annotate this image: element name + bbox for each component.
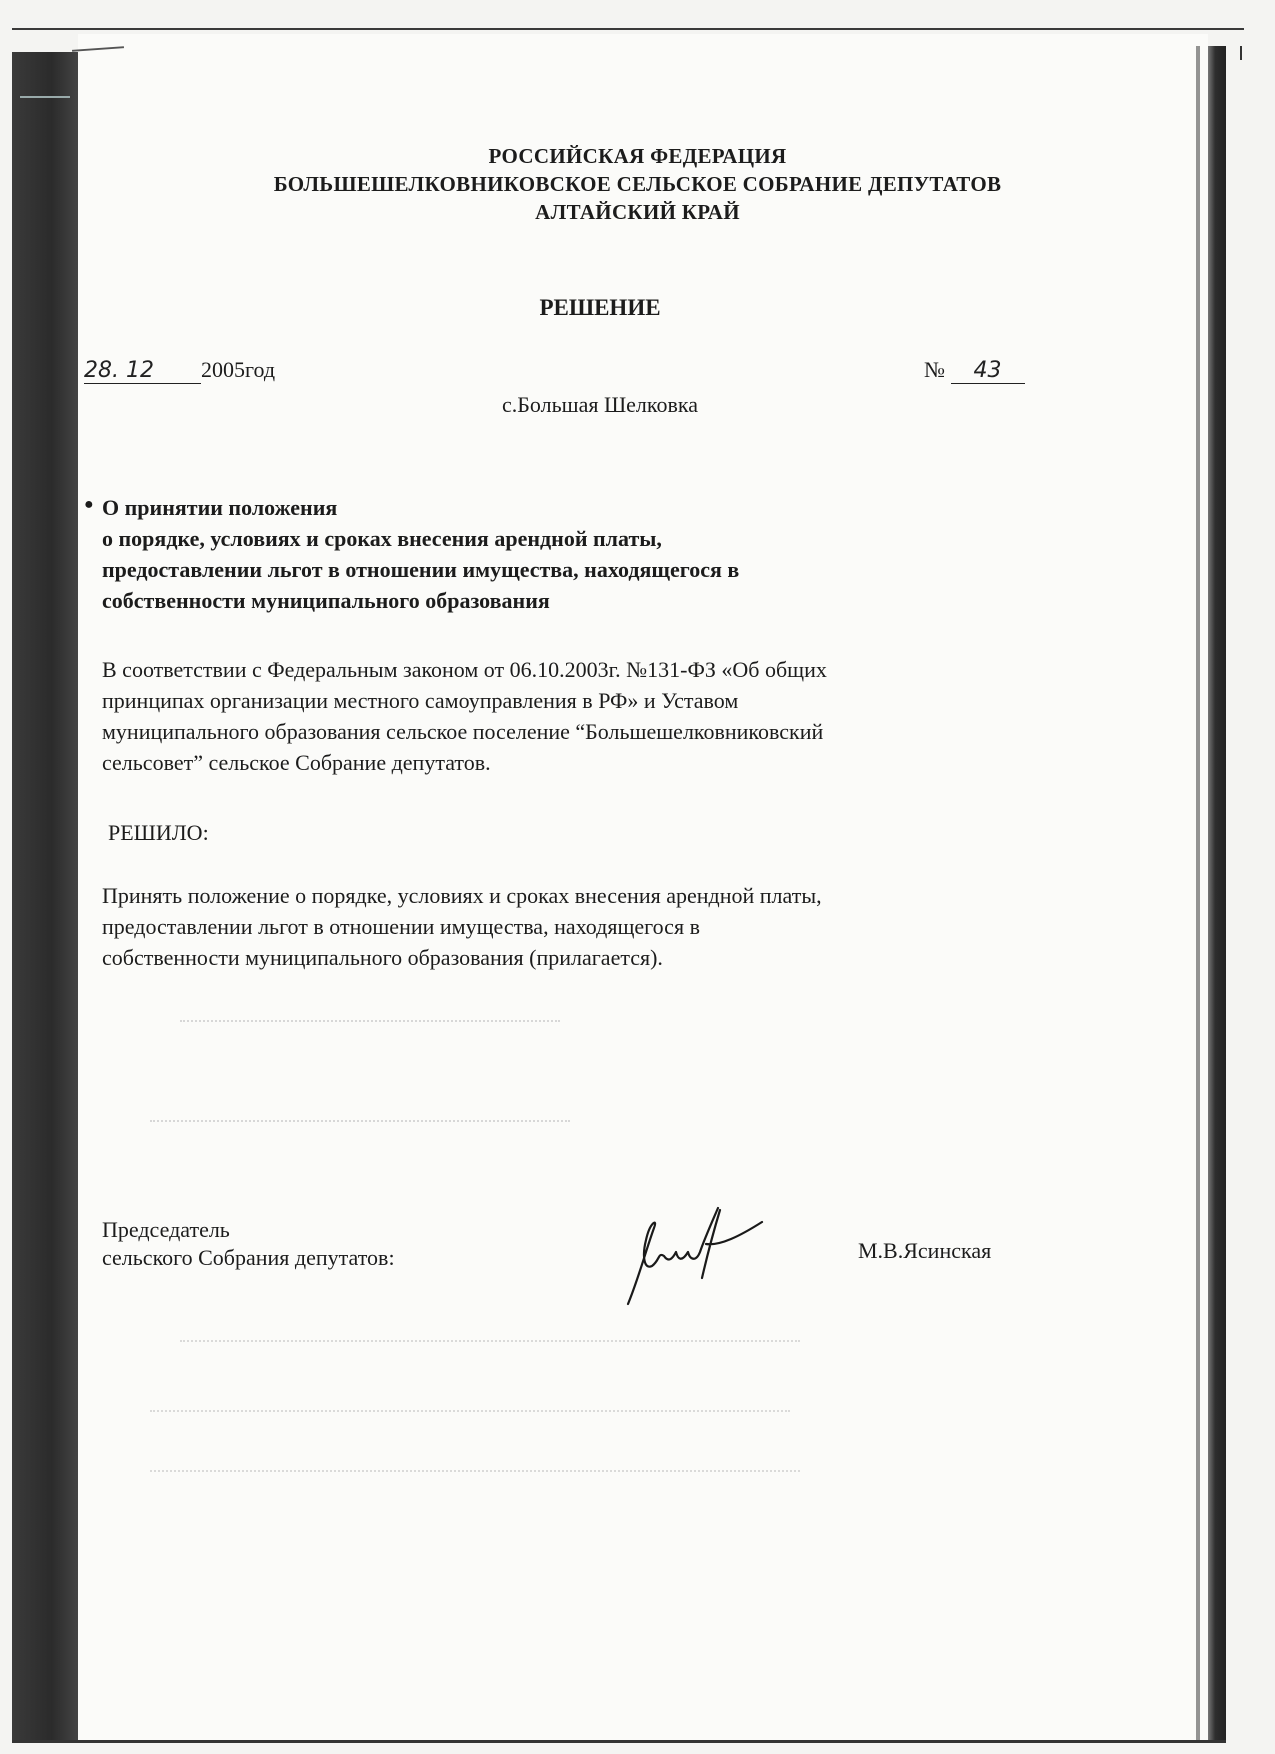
scan-mark-right — [1240, 46, 1242, 60]
document-date — [84, 357, 275, 384]
decision-line: предоставлении льгот в отношении имущества, находящегося в — [102, 914, 700, 939]
header-organization: БОЛЬШЕШЕЛКОВНИКОВСКОЕ СЕЛЬСКОЕ СОБРАНИЕ ДЕПУТАТОВ — [273, 172, 1002, 196]
signatory-name: М.В.Ясинская — [858, 1238, 992, 1263]
document-title: РЕШЕНИЕ — [539, 295, 661, 320]
show-through-mark — [180, 1330, 800, 1342]
preamble-line: муниципального образования сельское поселение “Большешелковниковский — [102, 719, 824, 744]
number-label: № — [924, 357, 945, 382]
decision-line: Принять положение о порядке, условиях и сроках внесения арендной платы, — [102, 883, 822, 908]
document-place: с.Большая Шелковка — [502, 392, 698, 417]
date-handwritten: 28. 12 — [84, 358, 154, 383]
preamble-line: сельсовет” сельское Собрание депутатов. — [102, 750, 491, 775]
date-year: 2005год — [201, 357, 276, 382]
show-through-mark — [150, 1400, 790, 1412]
scan-edge-right — [1208, 46, 1226, 1740]
decision-line: собственности муниципального образования (прилагается). — [102, 945, 663, 970]
subject-line: предоставлении льгот в отношении имущества, находящегося в — [102, 557, 740, 582]
scan-edge-top — [12, 28, 1244, 30]
signatory-title-line: Председатель — [102, 1217, 230, 1242]
show-through-mark — [150, 1460, 800, 1472]
show-through-mark — [150, 1110, 570, 1122]
header-country: РОССИЙСКАЯ ФЕДЕРАЦИЯ — [488, 144, 787, 168]
subject-line: о порядке, условиях и сроках внесения арендной платы, — [102, 526, 662, 551]
show-through-mark — [180, 1010, 560, 1022]
document-subject — [102, 492, 739, 616]
subject-line: собственности муниципального образования — [102, 588, 550, 613]
scan-edge-bottom — [12, 1740, 1226, 1743]
decided-label: РЕШИЛО: — [108, 820, 209, 845]
decision-paragraph — [102, 880, 1102, 973]
number-handwritten: 43 — [973, 358, 1002, 383]
subject-line: О принятии положения — [102, 495, 338, 520]
preamble-paragraph — [102, 654, 1102, 778]
header-region: АЛТАЙСКИЙ КРАЙ — [535, 200, 740, 224]
bullet-mark: ● — [84, 496, 94, 513]
signatory-title — [102, 1216, 395, 1272]
document-number — [924, 357, 1025, 384]
signatory-title-line: сельского Собрания депутатов: — [102, 1245, 395, 1270]
preamble-line: В соответствии с Федеральным законом от 06.10.2003г. №131-ФЗ «Об общих — [102, 657, 827, 682]
preamble-line: принципах организации местного самоуправления в РФ» и Уставом — [102, 688, 739, 713]
handwritten-signature — [620, 1200, 770, 1310]
